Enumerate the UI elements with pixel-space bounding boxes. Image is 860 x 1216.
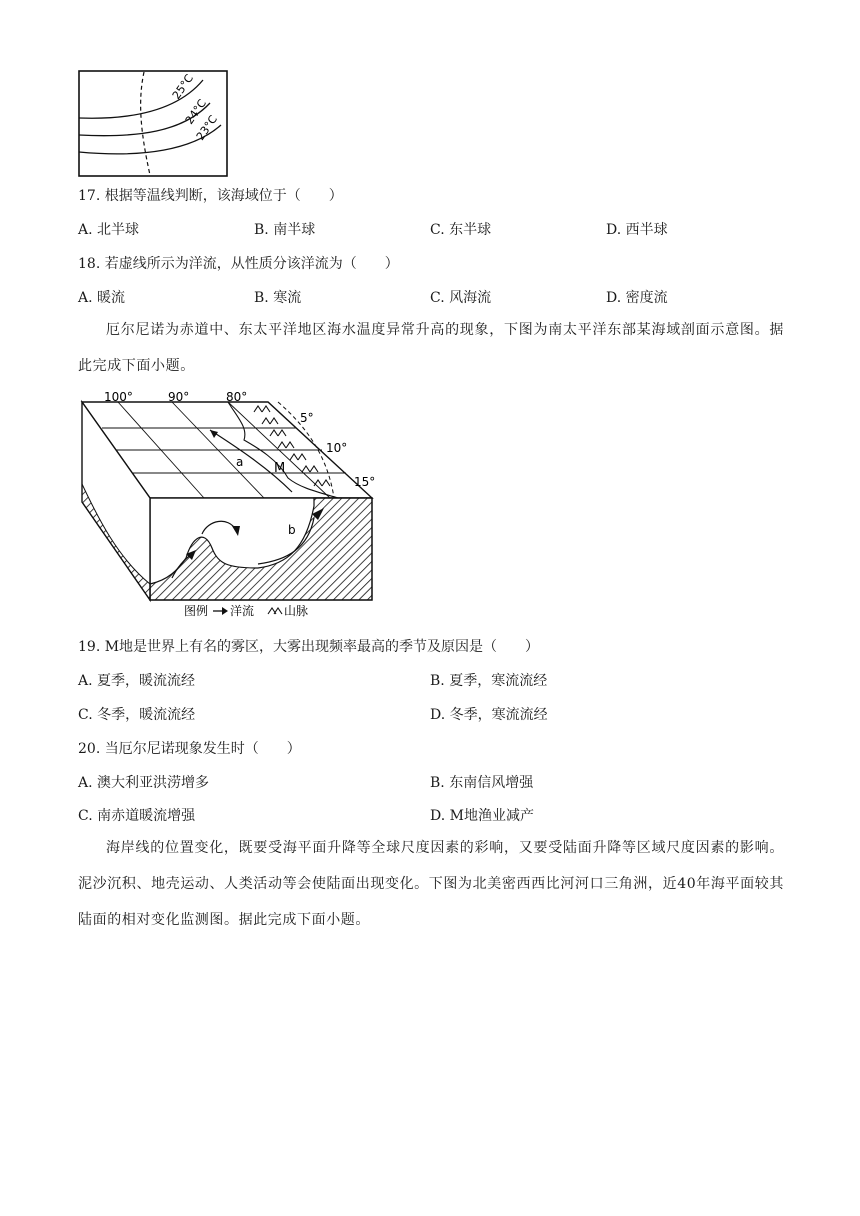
question-17-stem: 17. 根据等温线判断，该海域位于（ ） (78, 188, 343, 204)
point-label-a: a (236, 455, 244, 469)
q20-option-c: C. 南赤道暖流增强 (78, 808, 196, 824)
question-18-stem: 18. 若虚线所示为洋流，从性质分该洋流为（ ） (78, 256, 399, 272)
q17-option-b: B. 南半球 (254, 222, 316, 238)
legend-title: 图例 (184, 604, 209, 618)
q18-option-b: B. 寒流 (254, 290, 302, 306)
legend-mountain: 山脉 (284, 604, 309, 618)
isotherm-figure (78, 70, 228, 178)
longitude-label-100: 100° (104, 390, 133, 404)
q18-option-c: C. 风海流 (430, 290, 492, 306)
q18-option-a: A. 暖流 (78, 290, 126, 306)
isotherm-label-25: 25°C (169, 71, 197, 102)
isotherm-label-23: 23°C (193, 112, 221, 143)
legend-mountain-icon (268, 608, 282, 614)
passage-el-nino: 厄尔尼诺为赤道中、东太平洋地区海水温度异常升高的现象，下图为南太平洋东部某海域剖面示意图。据此完成下面小题。 (78, 322, 784, 374)
q19-option-d: D. 冬季，寒流流经 (430, 707, 548, 723)
latitude-label-5: 5° (300, 411, 314, 425)
ocean-block-diagram (78, 388, 378, 620)
q18-option-d: D. 密度流 (606, 290, 668, 306)
point-label-m: M (274, 461, 286, 476)
q17-option-d: D. 西半球 (606, 222, 668, 238)
longitude-label-80: 80° (226, 390, 248, 404)
legend-current: 洋流 (230, 604, 255, 618)
question-19-stem: 19. M地是世界上有名的雾区，大雾出现频率最高的季节及原因是（ ） (78, 639, 540, 655)
q19-option-a: A. 夏季，暖流流经 (78, 673, 196, 689)
longitude-label-90: 90° (168, 390, 190, 404)
q20-option-a: A. 澳大利亚洪涝增多 (78, 775, 210, 791)
point-label-b: b (288, 523, 296, 537)
latitude-label-10: 10° (326, 441, 348, 455)
question-20-stem: 20. 当厄尔尼诺现象发生时（ ） (78, 741, 301, 757)
q20-option-d: D. M地渔业减产 (430, 808, 534, 824)
q17-option-a: A. 北半球 (78, 222, 140, 238)
q17-option-c: C. 东半球 (430, 222, 492, 238)
q19-option-b: B. 夏季，寒流流经 (430, 673, 548, 689)
passage-coastline: 海岸线的位置变化，既要受海平面升降等全球尺度因素的彩响，又要受陆面升降等区域尺度因素的影响。泥沙沉积、地壳运动、人类活动等会使陆面出现变化。下图为北美密西西比河河口三角洲，近40年海平面较其陆面的相对变化监测图。据此完成下面小题。 (78, 840, 784, 928)
latitude-label-15: 15° (354, 475, 376, 489)
q20-option-b: B. 东南信风增强 (430, 775, 534, 791)
isotherm-label-24: 24°C (182, 96, 210, 127)
q19-option-c: C. 冬季，暖流流经 (78, 707, 196, 723)
